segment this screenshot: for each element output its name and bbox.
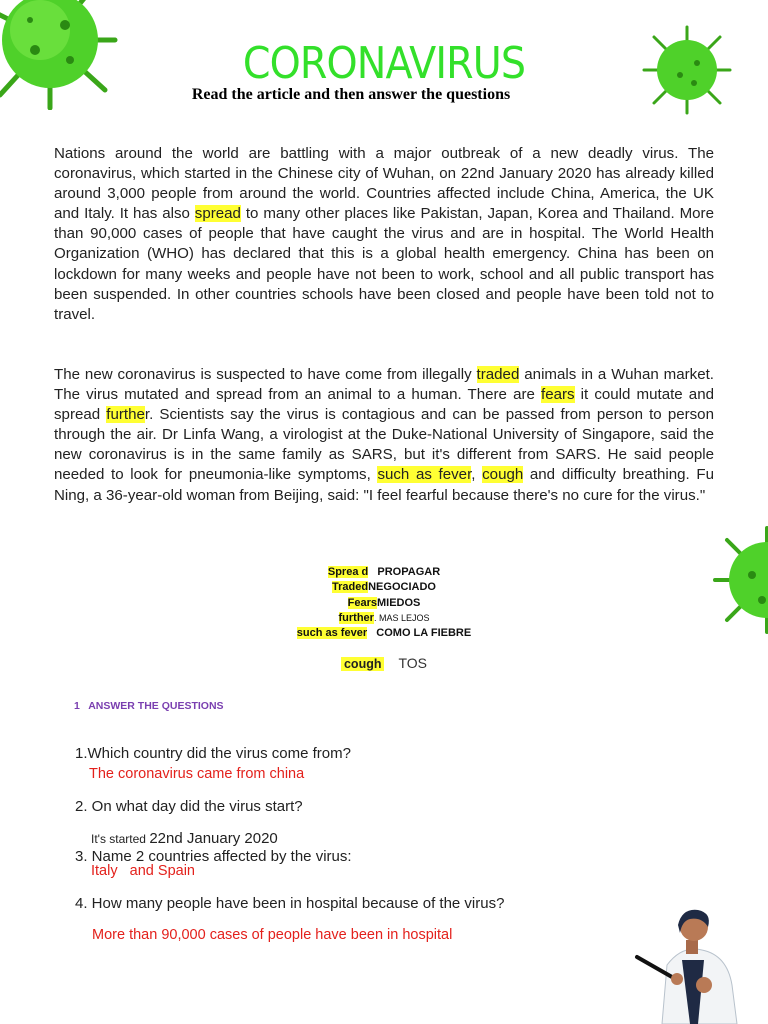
question-1: 1.Which country did the virus come from? xyxy=(75,745,351,762)
article-paragraph-2 xyxy=(54,365,714,506)
highlight-such-as-fever: such as fever xyxy=(377,466,472,484)
doctor-illustration xyxy=(632,905,747,1024)
highlight-traded: traded xyxy=(476,366,520,383)
text-segment: MIEDOS xyxy=(376,596,421,609)
text-segment: Fears xyxy=(347,596,377,609)
highlight-further: furthe xyxy=(106,406,145,424)
glossary-item xyxy=(0,565,768,580)
highlight-fears: fears xyxy=(541,386,575,404)
answer-4: More than 90,000 cases of people have been in hospital xyxy=(92,927,453,943)
answer-1: The coronavirus came from china xyxy=(89,766,305,782)
text-segment: It's started xyxy=(91,832,150,846)
text-segment: Nations around the world are battling with a major outbreak of a new deadly virus. The coronavirus, which started in the Chinese city of Wuhan, on 22nd January 2020 has already killed around 3,000 people from around the world. Countries affected include China, America, the UK and Italy. It has also xyxy=(54,145,714,223)
text-segment: it could mutate and spread xyxy=(54,386,714,424)
text-segment: TOS xyxy=(398,655,428,671)
text-segment: . MAS LEJOS xyxy=(373,612,430,623)
text-segment: such as fever xyxy=(296,627,368,640)
glossary-item xyxy=(0,611,768,626)
text-segment: COMO LA FIEBRE xyxy=(376,627,472,640)
text-segment: animals in a Wuhan market. The virus mutated and spread from an animal to a human. There are xyxy=(54,366,714,404)
question-3: 3. Name 2 countries affected by the virus: xyxy=(75,848,352,865)
glossary-item xyxy=(0,626,768,641)
text-segment: Sprea d xyxy=(327,566,369,578)
answer-3: Italy and Spain xyxy=(91,863,195,879)
question-4: 4. How many people have been in hospital because of the virus? xyxy=(75,895,505,912)
text-segment: NEGOCIADO xyxy=(368,581,436,594)
question-2: 2. On what day did the virus start? xyxy=(75,798,303,815)
text-segment: Traded xyxy=(332,581,369,594)
text-segment: 22nd January 2020 xyxy=(149,830,278,847)
glossary-item xyxy=(0,655,768,671)
text-segment: further xyxy=(338,611,374,624)
text-segment: PROPAGAR xyxy=(377,566,441,578)
highlight-spread: spread xyxy=(194,205,241,223)
page-title: CORONAVIRUS xyxy=(242,38,526,89)
highlight-cough: cough xyxy=(482,466,524,484)
glossary xyxy=(0,565,768,641)
glossary-item xyxy=(0,596,768,611)
section-heading: 1 ANSWER THE QUESTIONS xyxy=(74,700,224,712)
text-segment: and difficulty breathing. Fu Ning, a 36-year-old woman from Beijing, said: "I feel fearful because there's no cure for the virus." xyxy=(54,466,714,504)
text-segment: The new coronavirus is suspected to have come from illegally xyxy=(54,366,477,383)
text-segment: r. Scientists say the virus is contagious and can be passed from person to person through the air. Dr Linfa Wang, a virologist at the Duke-National University of Singapore, said the new coronavirus is in the same family as SARS, but it's different from SARS. He said people needed to look for pneumonia-like symptoms, xyxy=(54,406,714,484)
glossary-item xyxy=(0,580,768,595)
answer-2 xyxy=(91,830,278,848)
text-segment: cough xyxy=(341,657,385,671)
text-segment: , xyxy=(471,466,483,484)
text-segment: to many other places like Pakistan, Japan, Korea and Thailand. More than 90,000 cases of people that have caught the virus and are in hospital. The World Health Organization (WHO) has declared that this is a global health emergency. China has been on lockdown for many weeks and people have not been to work, school and all public transport has been suspended. In other countries schools have been closed and people have been told not to travel. xyxy=(54,205,714,323)
subtitle: Read the article and then answer the questions xyxy=(191,86,511,103)
article-paragraph-1 xyxy=(54,144,714,325)
